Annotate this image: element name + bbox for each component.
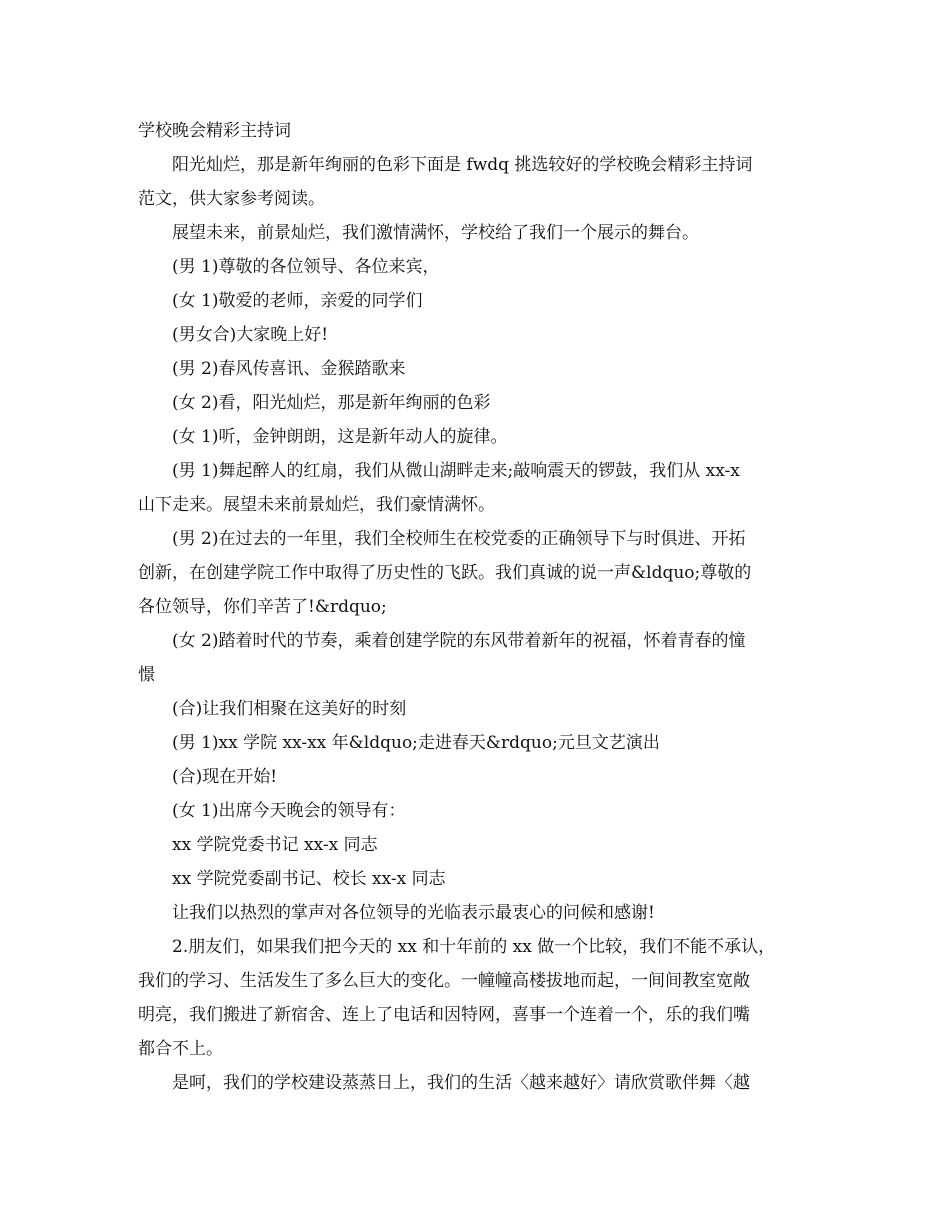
paragraph-line: (男 1)舞起醉人的红扇，我们从微山湖畔走来;敲响震天的锣鼓，我们从 xx-x: [172, 461, 740, 481]
paragraph-line: (男 1)尊敬的各位领导、各位来宾，: [172, 257, 440, 277]
paragraph-line: 憬: [138, 665, 155, 685]
paragraph-line: 让我们以热烈的掌声对各位领导的光临表示最衷心的问候和感谢!: [172, 903, 655, 923]
paragraph-line: 2.朋友们，如果我们把今天的 xx 和十年前的 xx 做一个比较，我们不能不承认，: [172, 937, 776, 957]
paragraph-line: (女 1)敬爱的老师，亲爱的同学们: [172, 291, 423, 311]
paragraph-line: 范文，供大家参考阅读。: [138, 189, 325, 209]
paragraph-line: 明亮，我们搬进了新宿舍、连上了电话和因特网，喜事一个连着一个，乐的我们嘴: [138, 1005, 750, 1025]
paragraph-line: 山下走来。展望未来前景灿烂，我们豪情满怀。: [138, 495, 495, 515]
paragraph-line: 展望未来，前景灿烂，我们激情满怀，学校给了我们一个展示的舞台。: [172, 223, 699, 243]
paragraph-line: xx 学院党委书记 xx-x 同志: [172, 835, 378, 855]
paragraph-line: (男 1)xx 学院 xx-xx 年&ldquo;走进春天&rdquo;元旦文艺演出: [172, 733, 660, 753]
paragraph-line: (合)现在开始!: [172, 767, 278, 787]
paragraph-line: (女 2)看，阳光灿烂，那是新年绚丽的色彩: [172, 393, 491, 413]
paragraph-line: (合)让我们相聚在这美好的时刻: [172, 699, 407, 719]
paragraph-line: 阳光灿烂，那是新年绚丽的色彩下面是 fwdq 挑选较好的学校晚会精彩主持词: [172, 155, 753, 175]
paragraph-line: (女 1)出席今天晚会的领导有：: [172, 801, 406, 821]
paragraph-line: 是呵，我们的学校建设蒸蒸日上，我们的生活〈越来越好〉请欣赏歌伴舞〈越: [172, 1073, 750, 1093]
paragraph-line: 创新，在创建学院工作中取得了历史性的飞跃。我们真诚的说一声&ldquo;尊敬的: [138, 563, 752, 583]
paragraph-line: 我们的学习、生活发生了多么巨大的变化。一幢幢高楼拔地而起，一间间教室宽敞: [138, 971, 750, 991]
paragraph-line: (女 2)踏着时代的节奏，乘着创建学院的东风带着新年的祝福，怀着青春的憧: [172, 631, 746, 651]
paragraph-line: xx 学院党委副书记、校长 xx-x 同志: [172, 869, 446, 889]
paragraph-line: (男 2)在过去的一年里，我们全校师生在校党委的正确领导下与时俱进、开拓: [172, 529, 746, 549]
paragraph-line: (男女合)大家晚上好!: [172, 325, 329, 345]
paragraph-line: 各位领导，你们辛苦了!&rdquo;: [138, 597, 387, 617]
document-title: 学校晚会精彩主持词: [138, 121, 291, 141]
paragraph-line: (女 1)听，金钟朗朗，这是新年动人的旋律。: [172, 427, 508, 447]
paragraph-line: 都合不上。: [138, 1039, 223, 1059]
document-body: [138, 114, 818, 1100]
paragraph-line: (男 2)春风传喜讯、金猴踏歌来: [172, 359, 406, 379]
